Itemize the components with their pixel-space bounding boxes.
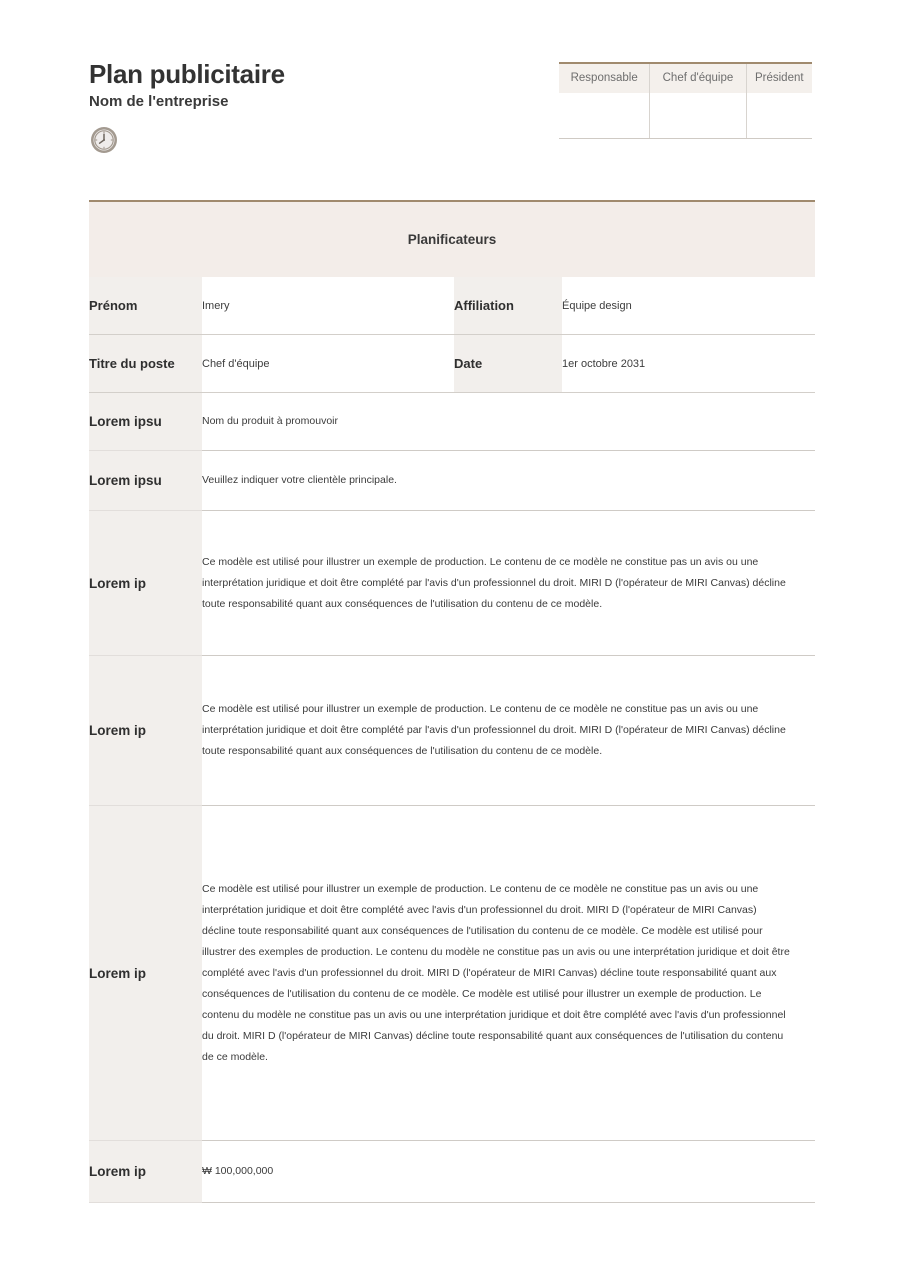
table-row [89, 393, 815, 451]
field-label-description-1: Lorem ip [89, 511, 202, 656]
company-name: Nom de l'entreprise [89, 93, 229, 111]
field-value-budget[interactable] [202, 1141, 815, 1203]
table-row [89, 1141, 815, 1203]
signature-header-row [559, 63, 812, 93]
table-row [89, 656, 815, 806]
field-text: Veuillez indiquer votre clientèle principale. [202, 474, 397, 487]
field-label-clientele: Lorem ipsu [89, 451, 202, 511]
field-label-titre-du-poste: Titre du poste [89, 335, 202, 393]
field-label-date: Date [454, 335, 562, 393]
field-label-affiliation: Affiliation [454, 277, 562, 335]
signature-column-chef-equipe: Chef d'équipe [650, 63, 746, 93]
field-value-titre-du-poste[interactable]: Chef d'équipe [202, 335, 454, 393]
field-value-clientele[interactable] [202, 451, 815, 511]
field-text: Ce modèle est utilisé pour illustrer un exemple de production. Le contenu de ce modèle ne constitue pas un avis ou une interprétation juridique et doit être complété par l'avis d'un professionnel du droit. MIRI D (l'opérateur de MIRI Canvas) décline toute responsabilité quant aux conséquences de l'utilisation du contenu de ce modèle. [202, 703, 786, 757]
table-row [89, 335, 815, 393]
field-value-prenom[interactable]: Imery [202, 277, 454, 335]
signature-blank-row [559, 93, 812, 139]
field-label-produit: Lorem ipsu [89, 393, 202, 451]
signature-column-responsable: Responsable [559, 63, 650, 93]
clock-icon [90, 126, 118, 154]
field-value-description-1[interactable] [202, 511, 815, 656]
field-value-produit[interactable] [202, 393, 815, 451]
signature-field-responsable[interactable] [559, 93, 650, 139]
field-label-budget: Lorem ip [89, 1141, 202, 1203]
table-row [89, 451, 815, 511]
table-row [89, 277, 815, 335]
field-value-description-3[interactable] [202, 806, 815, 1141]
field-value-date[interactable]: 1er octobre 2031 [562, 335, 815, 393]
field-label-description-2: Lorem ip [89, 656, 202, 806]
main-table [89, 200, 815, 1203]
field-text: ₩ 100,000,000 [202, 1165, 274, 1178]
section-title: Planificateurs [89, 201, 815, 277]
field-value-description-2[interactable] [202, 656, 815, 806]
field-label-prenom: Prénom [89, 277, 202, 335]
signature-field-chef-equipe[interactable] [650, 93, 746, 139]
field-text: Ce modèle est utilisé pour illustrer un exemple de production. Le contenu de ce modèle ne constitue pas un avis ou une interprétation juridique et doit être complété par l'avis d'un professionnel du droit. MIRI D (l'opérateur de MIRI Canvas) décline toute responsabilité quant aux conséquences de l'utilisation du contenu de ce modèle. [202, 555, 786, 610]
field-value-affiliation[interactable]: Équipe design [562, 277, 815, 335]
field-text: Nom du produit à promouvoir [202, 415, 338, 428]
signature-column-president: Président [746, 63, 812, 93]
table-row [89, 511, 815, 656]
signature-table [559, 62, 812, 139]
signature-field-president[interactable] [746, 93, 812, 139]
page-title: Plan publicitaire [89, 59, 285, 89]
field-label-description-3: Lorem ip [89, 806, 202, 1141]
section-header-row [89, 201, 815, 277]
table-row [89, 806, 815, 1141]
masthead [89, 60, 509, 111]
field-text: Ce modèle est utilisé pour illustrer un exemple de production. Le contenu de ce modèle ne constitue pas un avis ou une interprétation juridique et doit être complété avec l'avis d'un professionnel du droit. MIRI D (l'opérateur de MIRI Canvas) décline toute responsabilité quant aux conséquences de l'utilisation du contenu de ce modèle. Ce modèle est utilisé pour illustrer des exemples de production. Le contenu du modèle ne constitue pas un avis ou une interprétation juridique et doit être complété avec l'avis d'un professionnel du droit. MIRI D (l'opérateur de MIRI Canvas) décline toute responsabilité quant aux conséquences de l'utilisation du contenu de ce modèle. Ce modèle est utilisé pour illustrer un exemple de production. Le contenu du modèle ne constitue pas un avis ou une interprétation juridique et doit être complété avec l'avis d'un professionnel du droit. MIRI D (l'opérateur de MIRI Canvas) décline toute responsabilité quant aux conséquences de l'utilisation du contenu de ce modèle. [202, 882, 790, 1063]
